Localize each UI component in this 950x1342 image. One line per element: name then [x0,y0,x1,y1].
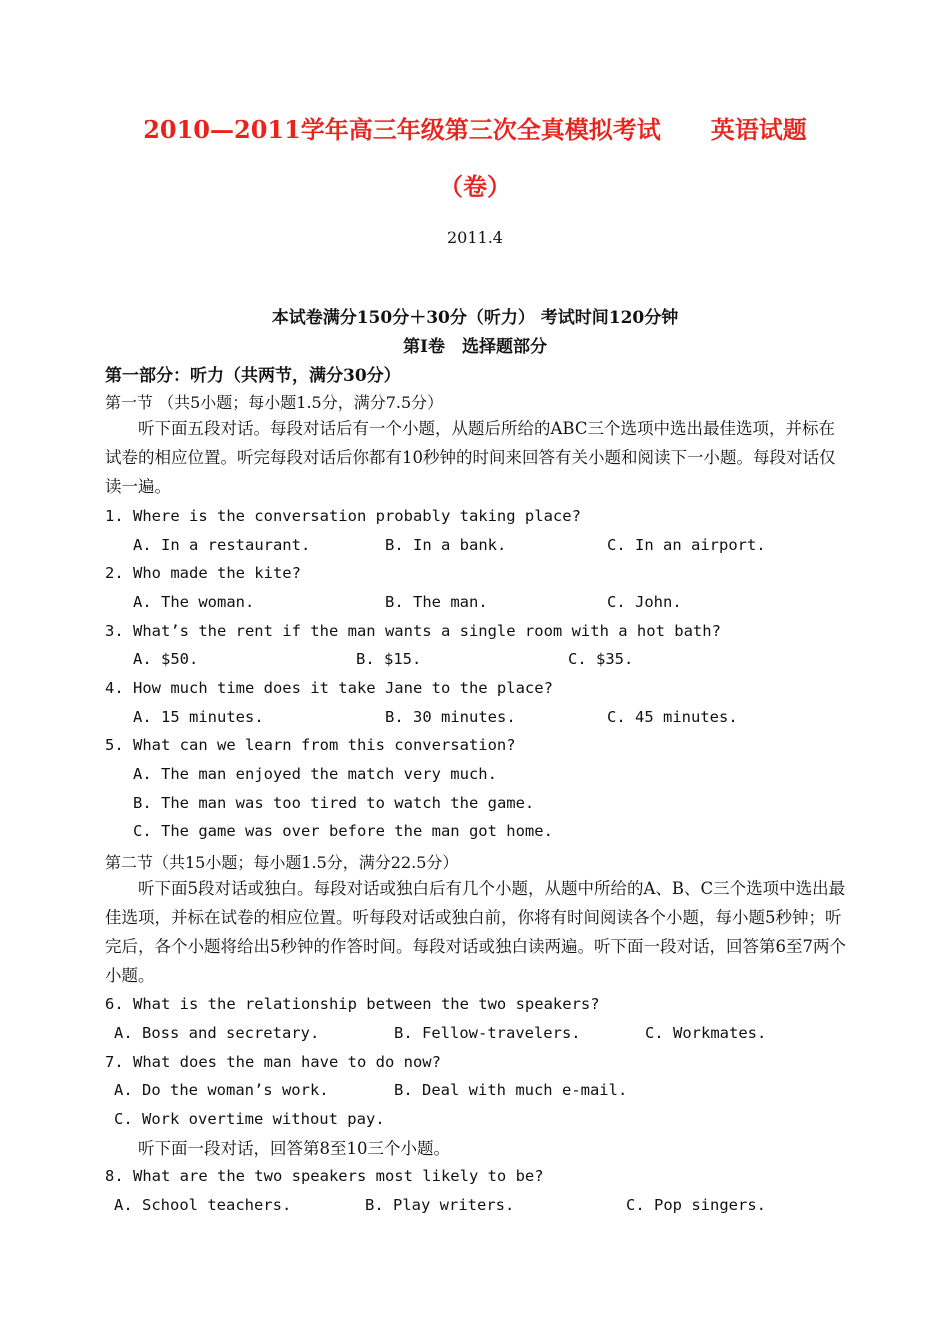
question-8-option-a: A. School teachers. [114,1196,292,1214]
part1-heading: 第一部分：听力（共两节，满分30分） [105,366,401,386]
question-1-option-a: A. In a restaurant. [133,536,311,554]
section1-heading: 第一节 （共5小题；每小题1.5分，满分7.5分） [105,393,444,412]
question-5: 5. What can we learn from this conversation? [105,736,516,754]
question-1-option-b: B. In a bank. [385,536,507,554]
question-7-option-b: B. Deal with much e-mail. [394,1081,628,1099]
exam-date: 2011.4 [447,228,503,247]
exam-title [0,110,950,145]
question-6: 6. What is the relationship between the two speakers? [105,995,600,1013]
volume-title: 第Ⅰ卷 选择题部分 [403,337,547,357]
question-8: 8. What are the two speakers most likely to be? [105,1167,544,1185]
section1-instructions: 听下面五段对话。每段对话后有一个小题，从题后所给的ABC三个选项中选出最佳选项，并标在试卷的相应位置。听完每段对话后你都有10秒钟的时间来回答有关小题和阅读下一小题。每段对话仅读一遍。 [105,419,836,496]
section2-heading: 第二节（共15小题；每小题1.5分，满分22.5分） [105,853,459,872]
question-5-option-a: A. The man enjoyed the match very much. [133,765,497,783]
question-4-option-b: B. 30 minutes. [385,708,516,726]
section2-sub-instruction: 听下面一段对话，回答第8至10三个小题。 [138,1139,450,1158]
question-7: 7. What does the man have to do now? [105,1053,441,1071]
question-6-option-b: B. Fellow-travelers. [394,1024,581,1042]
question-3-option-a: A. $50. [133,650,199,668]
question-2-option-c: C. John. [607,593,682,611]
section2-instructions: 听下面5段对话或独白。每段对话或独白后有几个小题，从题中所给的A、B、C三个选项中选出最佳选项，并标在试卷的相应位置。听每段对话或独白前，你将有时间阅读各个小题，每小题5秒钟；听完后，各个小题将给出5秒钟的作答时间。每段对话或独白读两遍。听下面一段对话，回答第6至7两个小题。 [105,879,846,985]
question-6-option-a: A. Boss and secretary. [114,1024,320,1042]
exam-title-line2: （卷） [439,172,511,201]
question-7-option-c: C. Work overtime without pay. [114,1110,385,1128]
question-3-option-c: C. $35. [568,650,634,668]
question-6-option-c: C. Workmates. [645,1024,767,1042]
exam-subject: 英语试题 [710,115,807,144]
question-8-option-b: B. Play writers. [365,1196,515,1214]
question-5-option-b: B. The man was too tired to watch the game. [133,794,535,812]
exam-title-main: 2010—2011学年高三年级第三次全真模拟考试 [143,115,661,144]
question-2-option-a: A. The woman. [133,593,255,611]
question-8-option-c: C. Pop singers. [626,1196,766,1214]
question-2: 2. Who made the kite? [105,564,301,582]
question-1-option-c: C. In an airport. [607,536,766,554]
question-5-option-c: C. The game was over before the man got home. [133,822,553,840]
exam-info: 本试卷满分150分＋30分（听力） 考试时间120分钟 [271,308,679,328]
question-3: 3. What’s the rent if the man wants a single room with a hot bath? [105,622,721,640]
question-4: 4. How much time does it take Jane to the place? [105,679,553,697]
question-1: 1. Where is the conversation probably taking place? [105,507,581,525]
question-2-option-b: B. The man. [385,593,488,611]
question-4-option-c: C. 45 minutes. [607,708,738,726]
question-3-option-b: B. $15. [356,650,422,668]
question-7-option-a: A. Do the woman’s work. [114,1081,329,1099]
question-4-option-a: A. 15 minutes. [133,708,264,726]
